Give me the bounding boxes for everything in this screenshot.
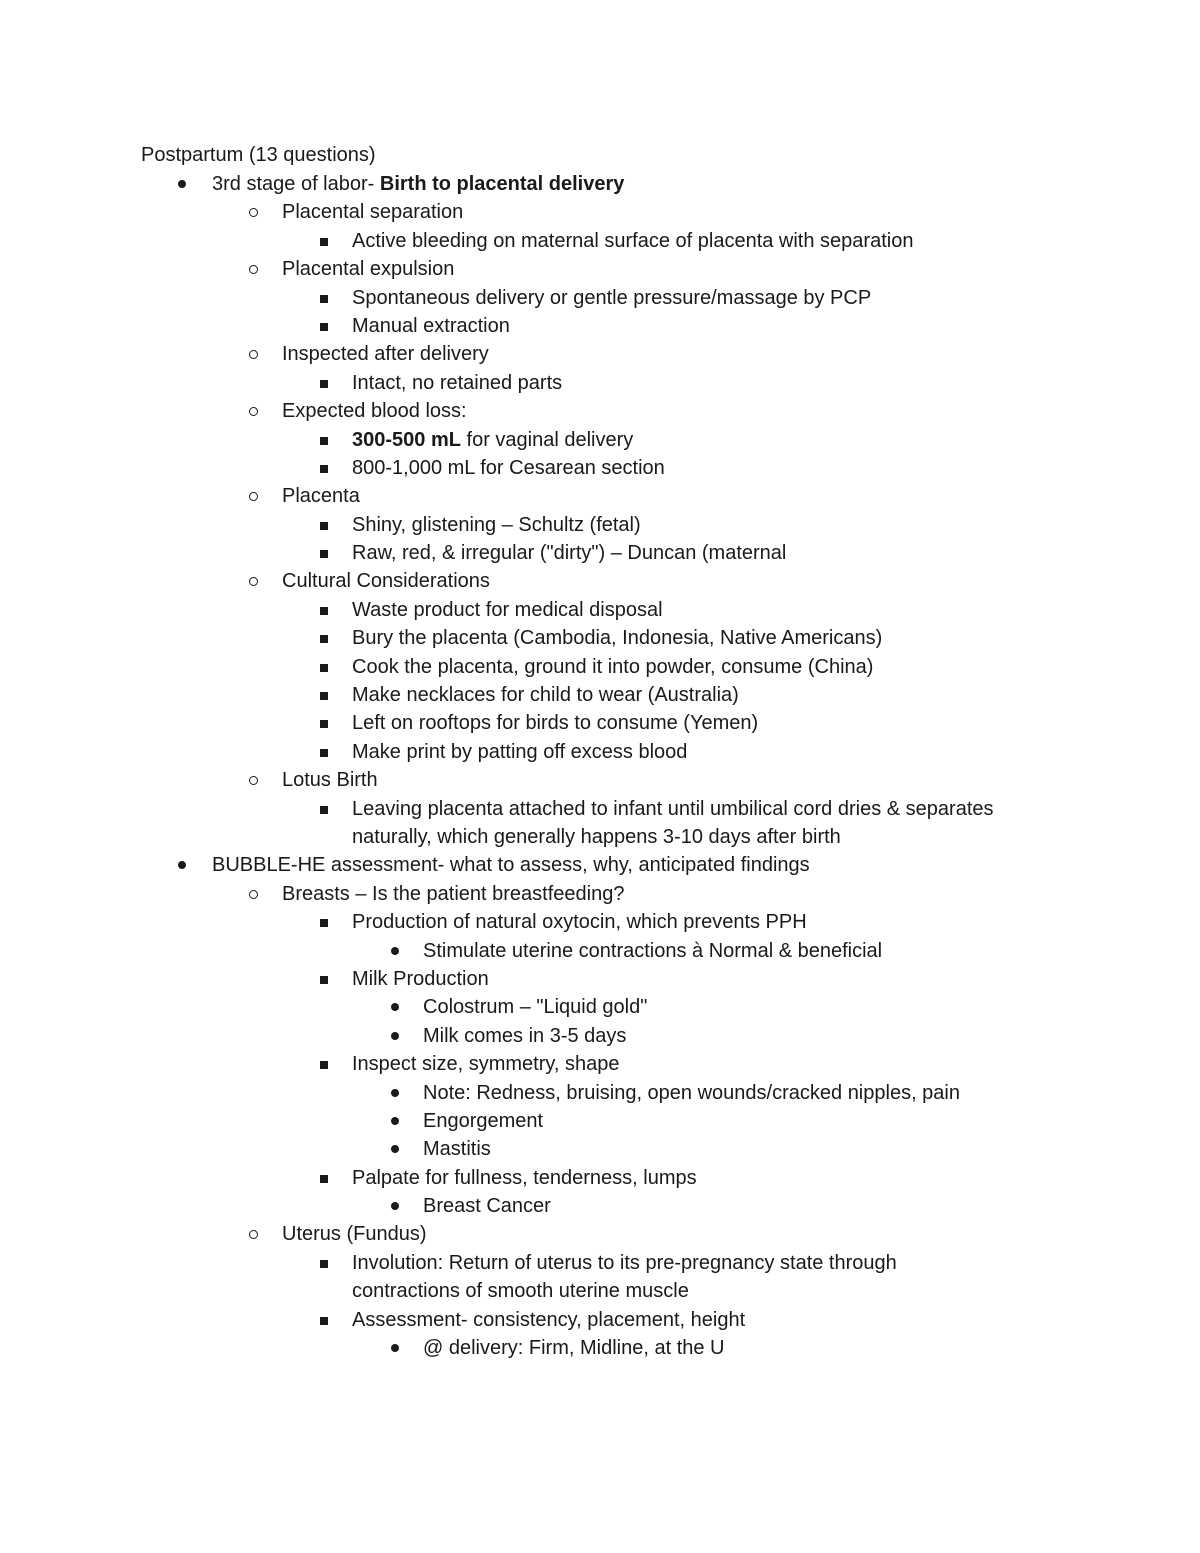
outline-item (0, 397, 1200, 425)
bullet-square-icon (317, 369, 331, 397)
item-text: Engorgement (423, 1109, 544, 1132)
bullet-square-icon (317, 624, 331, 652)
item-text: Uterus (Fundus) (282, 1223, 427, 1246)
outline-item (0, 1334, 1200, 1362)
outline-item (0, 312, 1200, 340)
outline-item (0, 1249, 1200, 1277)
outline-item-text (352, 1249, 897, 1277)
item-text: Milk comes in 3-5 days (423, 1024, 627, 1047)
outline-item-text (282, 198, 463, 226)
bullet-square-icon (317, 596, 331, 624)
outline-item-text (423, 1334, 725, 1362)
outline-item-text (282, 482, 360, 510)
outline-item (0, 1135, 1200, 1163)
outline-item (0, 624, 1200, 652)
bullet-square-icon (317, 738, 331, 766)
outline-item-text (352, 908, 807, 936)
item-text: Placental separation (282, 201, 464, 224)
item-text: Leaving placenta attached to infant until umbilical cord dries & separates (352, 797, 994, 820)
outline-item-text (212, 170, 624, 198)
outline-item (0, 880, 1200, 908)
outline-item-text (352, 965, 489, 993)
bullet-square-icon (317, 539, 331, 567)
outline-item (0, 539, 1200, 567)
bullet-circle-icon (247, 567, 261, 595)
outline-item-text (212, 851, 810, 879)
bullet-dot-icon (388, 937, 402, 965)
outline-item-text (352, 795, 994, 823)
item-bold-text: Birth to placental delivery (379, 173, 625, 195)
item-text: contractions of smooth uterine muscle (352, 1280, 689, 1303)
item-text: Inspect size, symmetry, shape (352, 1053, 620, 1076)
outline-item (0, 795, 1200, 823)
outline-item (0, 227, 1200, 255)
item-text-after: for vaginal delivery (460, 428, 634, 451)
outline-item (0, 709, 1200, 737)
bullet-square-icon (317, 426, 331, 454)
outline-item-text (423, 1079, 960, 1107)
outline-item-text (352, 284, 871, 312)
outline-item (0, 511, 1200, 539)
bullet-circle-icon (247, 880, 261, 908)
outline-item-text (352, 738, 687, 766)
item-text: naturally, which generally happens 3-10 days after birth (352, 825, 841, 848)
outline-item-text (352, 596, 663, 624)
outline-item-text (282, 567, 490, 595)
outline-item (0, 454, 1200, 482)
outline-item (0, 937, 1200, 965)
bullet-dot-icon (388, 1192, 402, 1220)
item-text: Stimulate uterine contractions à Normal & beneficial (423, 939, 883, 962)
outline-item (0, 340, 1200, 368)
bullet-circle-icon (247, 397, 261, 425)
outline-item (0, 255, 1200, 283)
item-text: Bury the placenta (Cambodia, Indonesia, Native Americans) (352, 627, 883, 650)
outline-item-text (352, 1050, 620, 1078)
outline-item-text (282, 1220, 427, 1248)
item-text: Intact, no retained parts (352, 371, 563, 394)
outline-item (0, 170, 1200, 198)
outline-item-text (423, 1107, 543, 1135)
item-bold-text: 300-500 mL (352, 428, 461, 451)
outline-item-text (352, 1164, 697, 1192)
outline-item-text (352, 823, 841, 851)
outline-item-text (352, 1277, 689, 1305)
item-text: Make print by patting off excess blood (352, 740, 688, 763)
outline-item (0, 653, 1200, 681)
item-text: Note: Redness, bruising, open wounds/cracked nipples, pain (423, 1081, 960, 1104)
item-text: Manual extraction (352, 314, 510, 337)
outline-item (0, 1164, 1200, 1192)
outline-item-text (423, 937, 882, 965)
bullet-square-icon (317, 284, 331, 312)
outline-item (0, 284, 1200, 312)
bullet-dot-icon (176, 170, 190, 198)
outline-item-text (352, 539, 786, 567)
outline-item (0, 1022, 1200, 1050)
outline-item (0, 1192, 1200, 1220)
document-title: Postpartum (13 questions) (141, 144, 376, 166)
bullet-dot-icon (388, 1079, 402, 1107)
outline-item (0, 738, 1200, 766)
outline-item (0, 198, 1200, 226)
item-text: Make necklaces for child to wear (Australia) (352, 684, 739, 707)
outline-item (0, 681, 1200, 709)
bullet-circle-icon (247, 340, 261, 368)
bullet-dot-icon (388, 1022, 402, 1050)
bullet-circle-icon (247, 1220, 261, 1248)
outline-item-text (352, 426, 633, 454)
outline-item (0, 965, 1200, 993)
bullet-dot-icon (388, 1135, 402, 1163)
item-text: Placenta (282, 485, 360, 508)
bullet-square-icon (317, 908, 331, 936)
item-text: Production of natural oxytocin, which prevents PPH (352, 911, 807, 934)
outline-item-text (282, 255, 454, 283)
outline-item-text (352, 709, 758, 737)
outline-item-text (282, 880, 624, 908)
bullet-square-icon (317, 1050, 331, 1078)
item-text: Breasts – Is the patient breastfeeding? (282, 882, 625, 905)
bullet-square-icon (317, 965, 331, 993)
bullet-square-icon (317, 709, 331, 737)
bullet-square-icon (317, 511, 331, 539)
outline-item (0, 823, 1200, 851)
outline-item-text (423, 1192, 551, 1220)
item-text: Breast Cancer (423, 1195, 551, 1218)
item-text: Milk Production (352, 967, 489, 990)
bullet-dot-icon (388, 993, 402, 1021)
item-text: 800-1,000 mL for Cesarean section (352, 456, 665, 479)
outline-item (0, 596, 1200, 624)
item-text: Mastitis (423, 1138, 491, 1161)
item-text: Assessment- consistency, placement, height (352, 1308, 746, 1331)
outline-item-text (352, 454, 665, 482)
item-text: Cook the placenta, ground it into powder, consume (China) (352, 655, 874, 678)
bullet-circle-icon (247, 198, 261, 226)
outline-item (0, 993, 1200, 1021)
item-text: Palpate for fullness, tenderness, lumps (352, 1166, 697, 1189)
item-text: Raw, red, & irregular ("dirty") – Duncan (maternal (352, 542, 787, 565)
bullet-square-icon (317, 1249, 331, 1277)
outline-item-text (352, 653, 873, 681)
outline-item-text (352, 227, 913, 255)
bullet-square-icon (317, 1164, 331, 1192)
outline-item (0, 1079, 1200, 1107)
item-text: Left on rooftops for birds to consume (Yemen) (352, 712, 759, 735)
item-text: Spontaneous delivery or gentle pressure/massage by PCP (352, 286, 872, 309)
bullet-square-icon (317, 1306, 331, 1334)
outline-item (0, 567, 1200, 595)
item-text: Expected blood loss: (282, 400, 467, 423)
bullet-square-icon (317, 312, 331, 340)
outline-list (0, 170, 1200, 1362)
bullet-square-icon (317, 681, 331, 709)
outline-item-text (282, 397, 467, 425)
outline-item-text (352, 312, 510, 340)
bullet-dot-icon (176, 851, 190, 879)
outline-item (0, 1107, 1200, 1135)
bullet-square-icon (317, 227, 331, 255)
item-text: @ delivery: Firm, Midline, at the U (423, 1337, 725, 1360)
item-text: 3rd stage of labor- (212, 173, 380, 195)
outline-item (0, 482, 1200, 510)
outline-item (0, 851, 1200, 879)
outline-item-text (352, 511, 641, 539)
bullet-square-icon (317, 653, 331, 681)
item-text: Active bleeding on maternal surface of placenta with separation (352, 229, 914, 252)
outline-item-text (423, 1022, 626, 1050)
outline-item-text (352, 1306, 745, 1334)
bullet-dot-icon (388, 1107, 402, 1135)
item-text: Involution: Return of uterus to its pre-pregnancy state through (352, 1251, 897, 1274)
outline-item-text (352, 681, 739, 709)
outline-item (0, 766, 1200, 794)
outline-item-text (423, 1135, 491, 1163)
outline-item (0, 1306, 1200, 1334)
outline-item-text (282, 766, 378, 794)
bullet-square-icon (317, 454, 331, 482)
outline-item-text (282, 340, 489, 368)
outline-item-text (352, 624, 882, 652)
item-text: Colostrum – "Liquid gold" (423, 996, 648, 1019)
item-text: Inspected after delivery (282, 343, 489, 366)
outline-item-text (352, 369, 562, 397)
bullet-square-icon (317, 795, 331, 823)
item-text: Placental expulsion (282, 258, 455, 281)
bullet-circle-icon (247, 255, 261, 283)
bullet-circle-icon (247, 482, 261, 510)
outline-item (0, 1220, 1200, 1248)
outline-item (0, 426, 1200, 454)
item-text: Waste product for medical disposal (352, 598, 663, 621)
outline-item (0, 1050, 1200, 1078)
outline-item (0, 908, 1200, 936)
item-text: Cultural Considerations (282, 570, 490, 593)
outline-item (0, 369, 1200, 397)
item-text: Lotus Birth (282, 769, 378, 792)
item-text: Shiny, glistening – Schultz (fetal) (352, 513, 641, 536)
bullet-circle-icon (247, 766, 261, 794)
outline-item (0, 1277, 1200, 1305)
outline-item-text (423, 993, 647, 1021)
item-text: BUBBLE-HE assessment- what to assess, why, anticipated findings (212, 854, 810, 877)
bullet-dot-icon (388, 1334, 402, 1362)
